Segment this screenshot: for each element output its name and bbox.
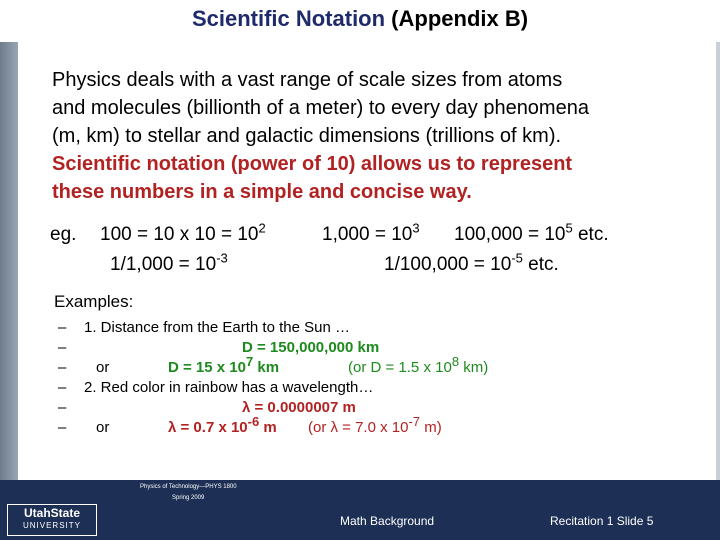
eg-example-3: $100,000 = 10^5$ etc. [454,220,609,245]
slide-number: Recitation 1 Slide 5 [550,514,654,528]
list-item: – 1. Distance from the Earth to the Sun … [58,319,350,336]
eg-label: eg. [50,224,77,245]
example-list [58,318,708,438]
intro-paragraph [52,66,712,206]
para-line-3: (m, km) to stellar and galactic dimensions (trillions of km). [52,125,562,147]
title-bar [0,0,720,42]
slide-title [0,6,720,32]
right-border [716,42,720,480]
para-line-2: and molecules (billionth of a meter) to every day phenomena [52,97,589,119]
eg-example-4: $1/1,000 = 10^{-3}$ [110,250,228,275]
eg-example-1: 100 = 10 x $10 = 10^2$ [100,220,266,245]
examples-label: Examples: [54,292,134,311]
list-item: – D = 150,000,000 km [58,339,380,356]
para-line-1: Physics deals with a vast range of scale sizes from atoms [52,69,563,91]
title-sub: (Appendix B) [385,6,529,31]
eg-example-5: $1/100,000 = 10^{-5}$ etc. [384,250,559,275]
course-name: Physics of Technology—PHYS 1800 [140,484,237,490]
list-item: – or λ = 0.7 x $10^{-6}$ m (or λ = 7.0 x $10^{-7}$ m) [58,414,442,436]
list-item: – λ = 0.0000007 m [58,399,356,416]
usu-logo [7,504,97,536]
highlight-line-1: Scientific notation (power of 10) allows us to represent [52,153,573,175]
highlight-line-2: these numbers in a simple and concise way. [52,181,472,203]
title-main: Scientific Notation [191,6,386,31]
logo-name: UtahState [23,506,80,520]
logo-sub: UNIVERSITY [22,521,81,530]
footer-bar [0,480,720,540]
list-item: – or D = 15 x $10^7$ km (or D = 1.5 x $10^8$ km) [58,354,489,376]
course-term: Spring 2009 [172,495,205,501]
topic-label: Math Background [340,514,435,528]
content-area [18,42,716,480]
eg-example-2: $1,000 = 10^3$ [322,220,420,245]
list-item: – 2. Red color in rainbow has a wavelength… [58,379,374,396]
left-sidebar [0,42,18,480]
